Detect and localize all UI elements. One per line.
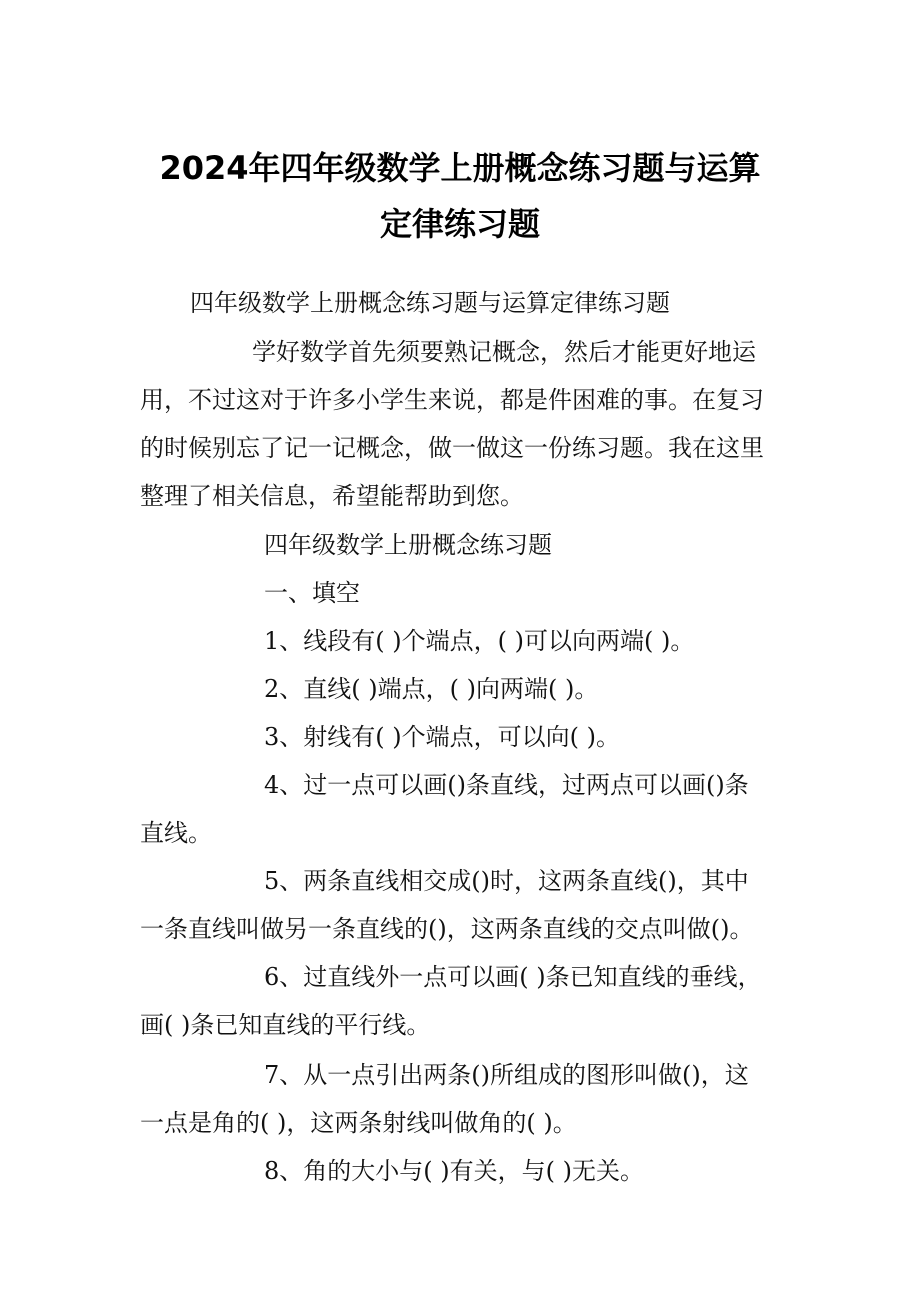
question-4-line-2: 直线。	[140, 819, 212, 847]
intro-line-3: 的时候别忘了记一记概念，做一做这一份练习题。我在这里	[140, 434, 764, 462]
part-heading: 一、填空	[264, 579, 360, 607]
intro-line-4: 整理了相关信息，希望能帮助到您。	[140, 482, 524, 510]
question-8: 8、角的大小与( )有关，与( )无关。	[264, 1157, 644, 1185]
question-6-line-1: 6、过直线外一点可以画( )条已知直线的垂线，	[264, 963, 762, 991]
intro-line-2: 用，不过这对于许多小学生来说，都是件困难的事。在复习	[140, 386, 764, 414]
subtitle: 四年级数学上册概念练习题与运算定律练习题	[190, 289, 670, 317]
question-5-line-2: 一条直线叫做另一条直线的()，这两条直线的交点叫做()。	[140, 915, 754, 943]
question-4-line-1: 4、过一点可以画()条直线，过两点可以画()条	[264, 771, 749, 799]
question-7-line-1: 7、从一点引出两条()所组成的图形叫做()，这	[264, 1061, 749, 1089]
document-title-line-1: 2024年四年级数学上册概念练习题与运算	[159, 149, 761, 187]
question-1: 1、线段有( )个端点，( )可以向两端( )。	[264, 627, 695, 655]
section-title: 四年级数学上册概念练习题	[264, 531, 552, 559]
question-5-line-1: 5、两条直线相交成()时，这两条直线()，其中	[264, 867, 749, 895]
intro-line-1: 学好数学首先须要熟记概念，然后才能更好地运	[252, 338, 756, 366]
document-title-line-2: 定律练习题	[379, 205, 540, 243]
question-6-line-2: 画( )条已知直线的平行线。	[140, 1011, 431, 1039]
question-7-line-2: 一点是角的( )，这两条射线叫做角的( )。	[140, 1109, 577, 1137]
question-2: 2、直线( )端点，( )向两端( )。	[264, 675, 599, 703]
question-3: 3、射线有( )个端点，可以向( )。	[264, 723, 620, 751]
